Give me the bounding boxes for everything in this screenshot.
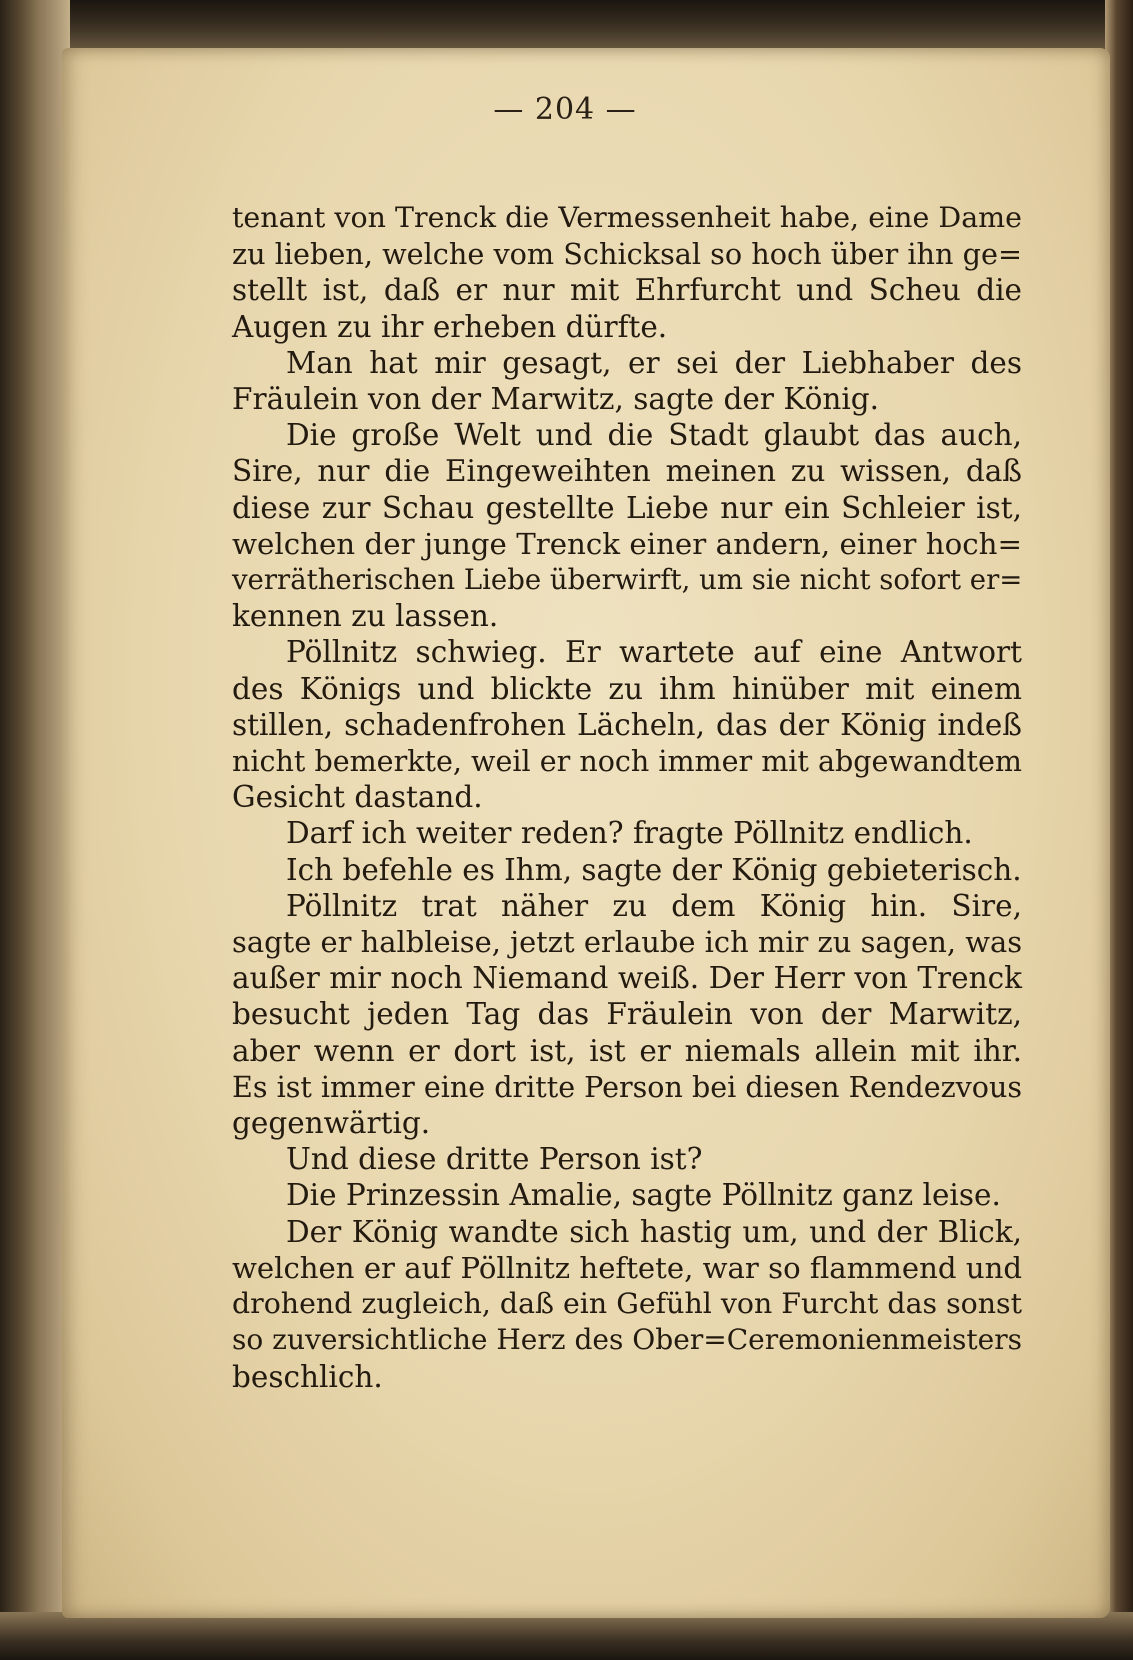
page-number: — 204 — [493,92,637,127]
text-line: drohend zugleich, daß ein Gefühl von Furcht das sonst [232,1287,1022,1321]
text-line: Die große Welt und die Stadt glaubt das auch, [286,418,1022,453]
text-line: welchen der junge Trenck einer andern, einer hoch= [232,526,1022,561]
text-line: Ich befehle es Ihm, sagte der König gebieterisch. [286,852,1022,887]
text-line: stillen, schadenfrohen Lächeln, das der König indeß [232,707,1022,742]
text-line: Pöllnitz trat näher zu dem König hin. Sire, [286,888,1022,923]
text-line: Fräulein von der Marwitz, sagte der König. [232,382,880,417]
text-line: Augen zu ihr erheben dürfte. [232,309,668,344]
text-line: Der König wandte sich hastig um, und der Blick, [286,1214,1022,1249]
book-edge-left [0,0,70,1660]
text-line: Pöllnitz schwieg. Er wartete auf eine Antwort [286,635,1022,670]
text-line: besucht jeden Tag das Fräulein von der Marwitz, [232,997,1022,1032]
text-line: Es ist immer eine dritte Person bei diesen Rendezvous [232,1069,1022,1104]
page-text [232,200,1022,1395]
text-line: außer mir noch Niemand weiß. Der Herr von Trenck [232,961,1022,996]
text-line: aber wenn er dort ist, ist er niemals allein mit ihr. [232,1033,1022,1068]
text-line: sagte er halbleise, jetzt erlaube ich mir zu sagen, was [232,925,1023,960]
text-line: Gesicht dastand. [232,780,483,815]
text-line: Man hat mir gesagt, er sei der Liebhaber des [286,345,1022,380]
text-line: welchen er auf Pöllnitz heftete, war so flammend und [232,1250,1022,1285]
text-line: verrätherischen Liebe überwirft, um sie nicht sofort er= [232,564,1023,597]
text-line: beschlich. [232,1359,383,1394]
text-line: Darf ich weiter reden? fragte Pöllnitz endlich. [286,816,973,851]
text-line: des Königs und blickte zu ihm hinüber mit einem [232,671,1022,706]
text-line: kennen zu lassen. [232,599,499,634]
book-edge-top [0,0,1133,52]
text-line: zu lieben, welche vom Schicksal so hoch über ihn ge= [232,237,1022,272]
text-line: stellt ist, daß er nur mit Ehrfurcht und Scheu die [232,273,1022,308]
text-line: so zuversichtliche Herz des Ober=Ceremonienmeisters [232,1323,1023,1357]
text-line: diese zur Schau gestellte Liebe nur ein Schleier ist, [232,490,1022,525]
book-edge-bottom [0,1612,1133,1660]
text-line: tenant von Trenck die Vermessenheit habe, eine Dame [232,201,1022,234]
text-line: Die Prinzessin Amalie, sagte Pöllnitz ganz leise. [286,1178,1001,1213]
text-line: Sire, nur die Eingeweihten meinen zu wissen, daß [232,454,1022,489]
text-line: nicht bemerkte, weil er noch immer mit abgewandtem [232,744,1022,779]
text-line: Und diese dritte Person ist? [286,1142,703,1177]
text-line: gegenwärtig. [232,1106,431,1141]
